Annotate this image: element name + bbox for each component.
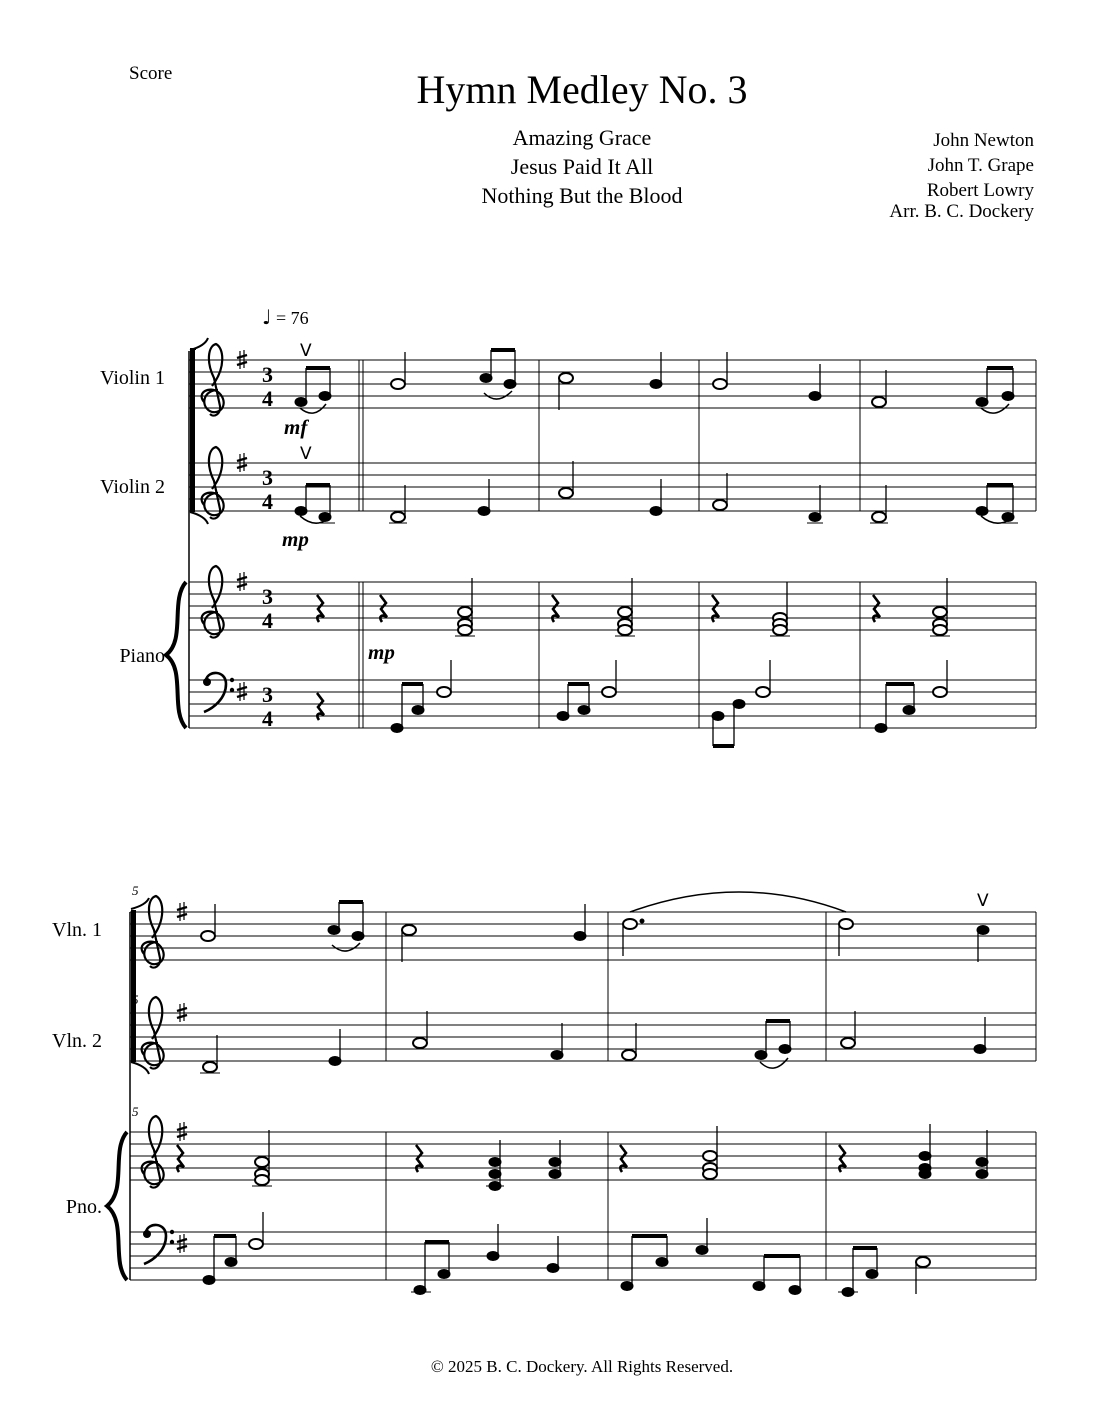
measure-number: 5: [132, 883, 139, 898]
svg-text:4: 4: [262, 489, 273, 514]
notes-piano-treble: [317, 578, 950, 636]
treble-clef-icon: [142, 896, 164, 968]
treble-clef-icon: [202, 344, 224, 416]
instrument-label-pno: Pno.: [65, 1196, 102, 1218]
svg-text:3: 3: [262, 682, 273, 707]
time-signatures: [262, 362, 273, 731]
dynamic-violin-2: mp: [282, 527, 309, 551]
treble-clef-icon: [202, 447, 224, 519]
barlines-system-1: [359, 360, 1036, 728]
credit-john-newton: John Newton: [933, 130, 1034, 151]
staff-piano-treble: [189, 582, 1036, 630]
svg-text:3: 3: [262, 362, 273, 387]
piano-brace: [107, 1132, 127, 1280]
staff-piano-bass: [130, 1232, 1036, 1280]
bracket-top: [190, 338, 208, 350]
svg-text:4: 4: [262, 608, 273, 633]
copyright-footer: © 2025 B. C. Dockery. All Rights Reserved.: [430, 1357, 734, 1376]
measure-number: 5: [132, 992, 139, 1007]
notes-piano-bass: [203, 1212, 930, 1297]
measure-number: 5: [132, 1104, 139, 1119]
dynamic-violin-1: mf: [284, 415, 308, 439]
notes-piano-treble: [177, 1124, 988, 1191]
bracket-bottom: [131, 1062, 149, 1074]
instrument-label-violin-2: Violin 2: [100, 476, 165, 498]
credit-arranger: Arr. B. C. Dockery: [889, 201, 1034, 222]
instrument-label-vln-1: Vln. 1: [52, 919, 102, 941]
dynamic-piano: mp: [368, 640, 395, 664]
subtitle-amazing-grace: Amazing Grace: [512, 125, 652, 150]
bracket-bottom: [190, 512, 208, 524]
staff-violin-2: [130, 1013, 1036, 1061]
quarter-note-icon: ♩: [262, 305, 272, 329]
svg-text:3: 3: [262, 465, 273, 490]
notes-violin-2: [295, 461, 1018, 523]
subtitle-jesus-paid-it-all: Jesus Paid It All: [510, 154, 654, 179]
treble-clef-icon: [142, 997, 164, 1069]
svg-text:4: 4: [262, 386, 273, 411]
treble-clef-icon: [142, 1116, 164, 1188]
instrument-label-violin-1: Violin 1: [100, 367, 165, 389]
up-bow-icon: V: [300, 444, 312, 464]
notes-violin-1: [201, 892, 989, 962]
system-2: [107, 891, 1036, 1297]
page-title: Hymn Medley No. 3: [416, 67, 748, 112]
instrument-label-piano: Piano: [119, 645, 165, 667]
violin-bracket: [190, 350, 195, 512]
notes-violin-2: [200, 1011, 986, 1073]
bracket-top: [131, 898, 149, 909]
credit-john-t-grape: John T. Grape: [927, 155, 1034, 176]
svg-text:4: 4: [262, 706, 273, 731]
piano-brace: [166, 582, 186, 728]
instrument-label-vln-2: Vln. 2: [52, 1030, 102, 1052]
up-bow-icon: V: [977, 891, 989, 911]
violin-bracket: [131, 910, 136, 1062]
subtitle-nothing-but-the-blood: Nothing But the Blood: [481, 183, 683, 208]
notes-violin-1: [295, 350, 1014, 413]
tempo-marking: [262, 305, 309, 329]
up-bow-icon: V: [300, 341, 312, 361]
treble-clef-icon: [202, 566, 224, 638]
svg-text:3: 3: [262, 584, 273, 609]
credit-robert-lowry: Robert Lowry: [926, 180, 1034, 201]
barlines-system-2: [386, 912, 1036, 1280]
notes-piano-bass: [317, 660, 947, 746]
tempo-value: = 76: [275, 308, 309, 328]
score-label: Score: [129, 63, 173, 84]
